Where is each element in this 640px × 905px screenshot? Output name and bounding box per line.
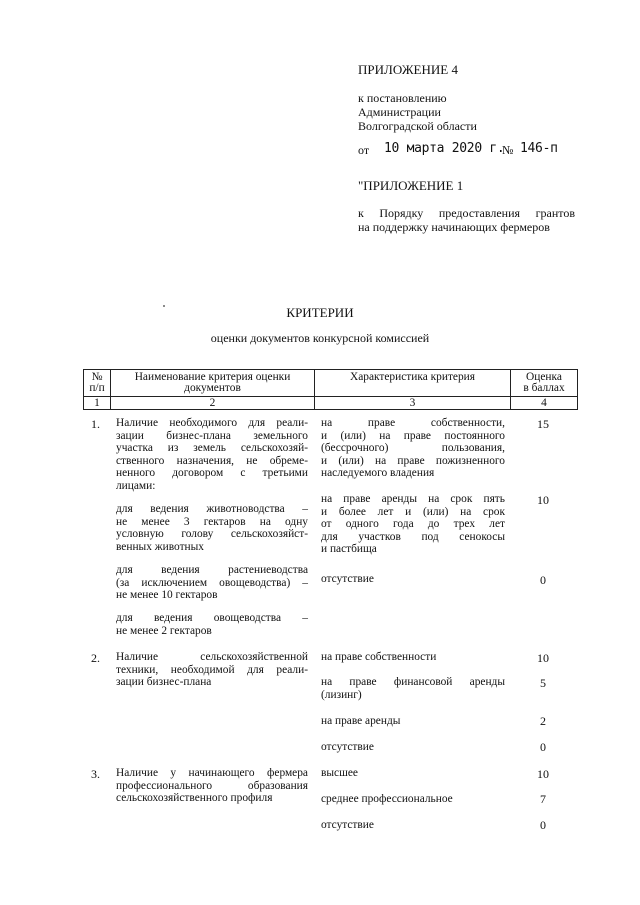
characteristic-text xyxy=(321,715,505,728)
procedure-reference xyxy=(358,206,575,234)
text-line: Наличие у начинающего фермера xyxy=(116,767,308,779)
characteristic-text xyxy=(321,651,505,664)
text-line: лицами: xyxy=(116,479,156,492)
score-value: 0 xyxy=(540,573,546,587)
text-line: (лизинг) xyxy=(321,688,362,701)
score-value: 0 xyxy=(540,740,546,754)
text-line: на праве финансовой аренды xyxy=(321,676,505,688)
text-line: высшее xyxy=(321,767,358,779)
text-line: на праве собственности, xyxy=(321,417,505,429)
text-line: на праве аренды xyxy=(321,715,401,727)
header-criterion-line: документов xyxy=(184,382,241,394)
scan-speck xyxy=(163,305,165,307)
number-sign: № xyxy=(502,143,514,157)
header-number-line: п/п xyxy=(89,382,105,394)
characteristic-text xyxy=(321,417,505,480)
header-number xyxy=(84,372,110,394)
header-score xyxy=(511,372,577,394)
text-line: отсутствие xyxy=(321,573,374,585)
text-line: и пастбища xyxy=(321,543,377,556)
text-line: условную голову сельскохозяйст- xyxy=(116,528,308,541)
text-line: для ведения овощеводства – xyxy=(116,612,308,624)
score-value: 0 xyxy=(540,818,546,832)
document-title: КРИТЕРИИ xyxy=(286,305,354,320)
criterion-text xyxy=(116,417,308,493)
text-line: ственного назначения, не обреме- xyxy=(116,454,308,467)
column-number: 4 xyxy=(541,397,547,409)
text-line: на праве собственности xyxy=(321,651,437,663)
text-line: Наличие необходимого для реали- xyxy=(116,417,308,429)
criterion-text xyxy=(116,767,308,805)
procedure-line: на поддержку начинающих фермеров xyxy=(358,220,550,234)
header-criterion xyxy=(111,372,314,394)
date-prefix: от xyxy=(358,143,370,157)
text-line: (бессрочного) пользования, xyxy=(321,442,505,455)
text-line: среднее профессиональное xyxy=(321,793,453,805)
text-line: зации бизнес-плана земельного xyxy=(116,429,308,442)
text-line: участка из земель сельскохозяй- xyxy=(116,442,308,455)
text-line: и более лет и (или) на срок xyxy=(321,505,505,518)
text-line: и (или) на праве постоянного xyxy=(321,429,505,442)
text-line: ненного договором с третьими xyxy=(116,467,308,480)
procedure-line: к Порядку предоставления грантов xyxy=(358,206,575,220)
text-line: зации бизнес-плана xyxy=(116,676,212,689)
header-characteristic xyxy=(315,372,510,383)
score-value: 7 xyxy=(540,792,546,806)
inner-appendix-title: "ПРИЛОЖЕНИЕ 1 xyxy=(358,178,464,193)
text-line: техники, необходимой для реали- xyxy=(116,663,308,676)
characteristic-text xyxy=(321,793,505,806)
characteristic-text xyxy=(321,819,505,832)
text-line: на праве аренды на срок пять xyxy=(321,493,505,505)
column-number: 1 xyxy=(94,397,100,409)
column-number: 2 xyxy=(209,397,216,409)
score-value: 15 xyxy=(537,417,549,431)
resolution-line: Администрации xyxy=(358,105,441,119)
number-value: 146-п xyxy=(520,141,558,156)
characteristic-text xyxy=(321,493,505,556)
characteristic-text xyxy=(321,676,505,701)
header-number-line: № xyxy=(91,371,103,383)
resolution-line: к постановлению xyxy=(358,91,447,105)
row-number: 3. xyxy=(91,767,100,781)
column-number: 3 xyxy=(409,397,416,409)
sub-criterion xyxy=(116,564,308,602)
text-line: для ведения животноводства – xyxy=(116,503,308,515)
text-line: и (или) на праве пожизненного xyxy=(321,454,505,467)
characteristic-text xyxy=(321,741,505,754)
text-line: не менее 3 гектаров на одну xyxy=(116,515,308,528)
document-subtitle: оценки документов конкурсной комиссией xyxy=(210,331,430,345)
resolution-reference xyxy=(358,91,477,133)
header-score-line: Оценка xyxy=(526,371,562,383)
text-line: отсутствие xyxy=(321,741,374,753)
text-line: не менее 2 гектаров xyxy=(116,624,212,637)
score-value: 10 xyxy=(537,651,549,665)
score-value: 10 xyxy=(537,767,549,781)
criterion-text xyxy=(116,651,308,689)
appendix-title: ПРИЛОЖЕНИЕ 4 xyxy=(358,62,458,77)
row-number: 2. xyxy=(91,651,100,665)
sub-criterion xyxy=(116,612,308,637)
score-value: 5 xyxy=(540,676,546,690)
sub-criterion xyxy=(116,503,308,553)
score-value: 2 xyxy=(540,714,546,728)
text-line: отсутствие xyxy=(321,819,374,831)
table-right-rule xyxy=(577,369,578,410)
score-value: 10 xyxy=(537,493,549,507)
header-characteristic-line: Характеристика критерия xyxy=(349,371,476,383)
text-line: (за исключением овощеводства) – xyxy=(116,576,308,589)
text-line: для участков под сенокосы xyxy=(321,530,505,543)
numbers-bottom-rule xyxy=(83,409,578,410)
text-line: Наличие сельскохозяйственной xyxy=(116,651,308,663)
header-score-line: в баллах xyxy=(523,382,565,394)
characteristic-text xyxy=(321,767,505,780)
date-value: 10 марта 2020 г. xyxy=(384,141,505,156)
text-line: венных животных xyxy=(116,540,204,553)
text-line: для ведения растениеводства xyxy=(116,564,308,576)
text-line: от одного года до трех лет xyxy=(321,518,505,531)
text-line: профессионального образования xyxy=(116,779,308,792)
row-number: 1. xyxy=(91,417,100,431)
text-line: сельскохозяйственного профиля xyxy=(116,792,273,805)
text-line: не менее 10 гектаров xyxy=(116,589,218,602)
header-criterion-line: Наименование критерия оценки xyxy=(134,371,291,383)
characteristic-text xyxy=(321,573,505,586)
table-top-rule xyxy=(83,369,578,370)
resolution-line: Волгоградской области xyxy=(358,119,477,133)
text-line: наследуемого владения xyxy=(321,467,435,480)
